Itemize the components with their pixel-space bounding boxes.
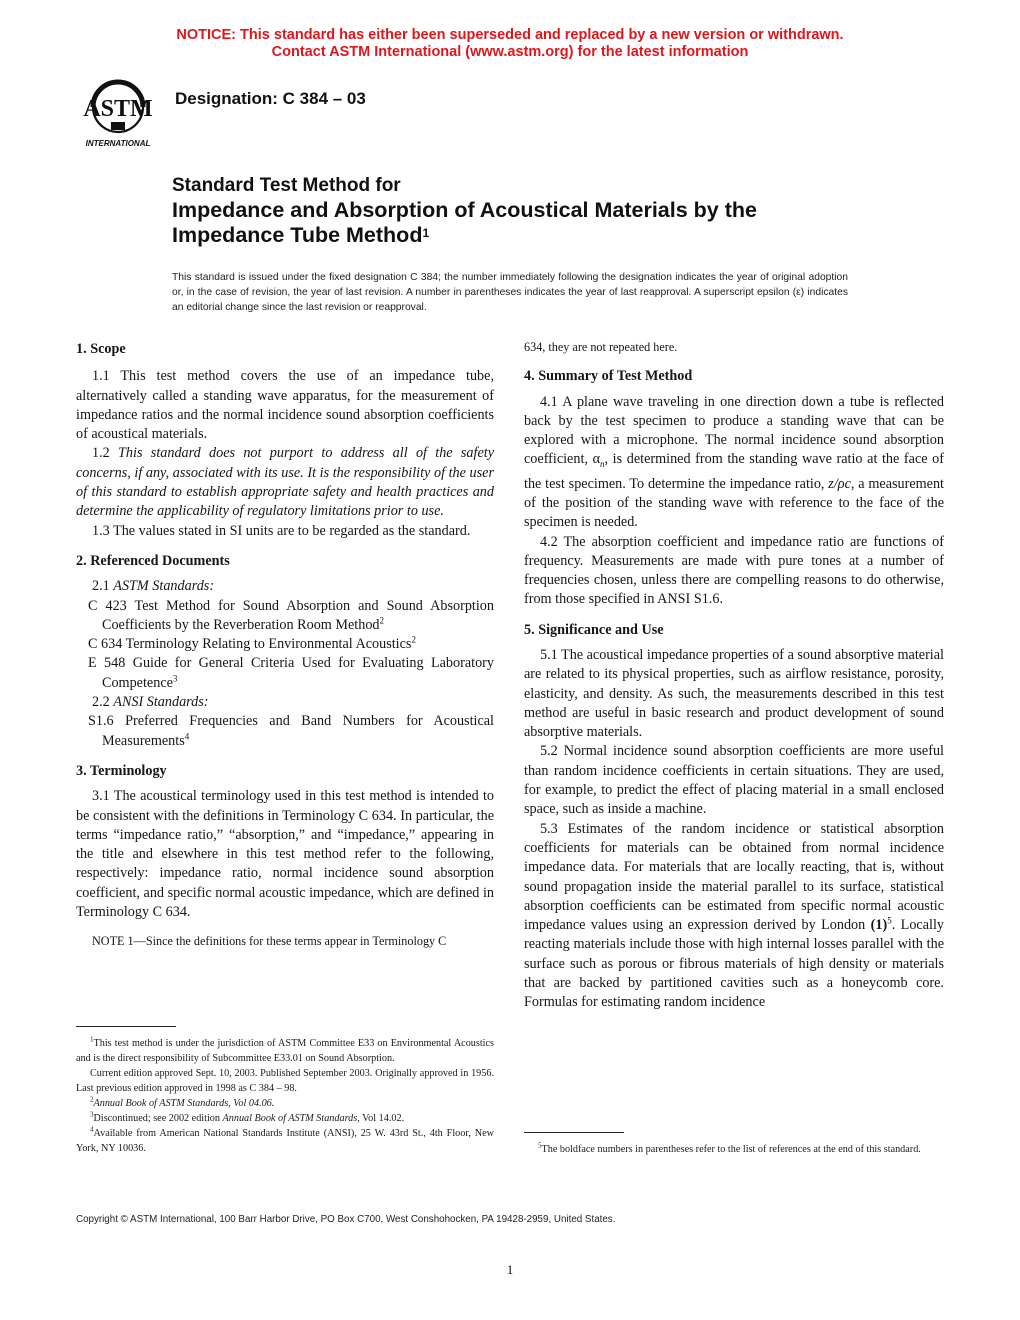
page-number: 1 <box>506 1262 514 1277</box>
ref-c423-text: C 423 Test Method for Sound Absorption and Sound Absorption Coefficients by the Reverberation Room Method <box>88 597 494 633</box>
ref-s16-text: S1.6 Preferred Frequencies and Band Numbers for Acoustical Measurements <box>88 713 494 749</box>
footnote-1b: Current edition approved Sept. 10, 2003. Published September 2003. Originally approved in 1956. Last previous edition approved in 1998 as C 384 – 98. <box>76 1068 494 1094</box>
para-3-cont: 634, they are not repeated here. <box>524 340 678 354</box>
note-1: NOTE 1—Since the definitions for these terms appear in Terminology C <box>92 934 447 949</box>
para-2-2-label: ANSI Standards: <box>113 694 209 711</box>
alpha-sub: n <box>600 459 605 470</box>
ref-s16 <box>76 712 494 751</box>
section-3-heading: 3. Terminology <box>76 762 167 779</box>
title-line-3 <box>172 223 872 248</box>
astm-logo <box>78 74 162 150</box>
para-5-2: 5.2 Normal incidence sound absorption coefficients are more useful than random incidence coefficients in certain situations. They are used, for example, to predict the effect of placing material in a small enclosed space, such as inside a machine. <box>524 743 944 818</box>
reference-1-sup: 5 <box>887 915 892 926</box>
footnote-3-c: , Vol 14.02. <box>357 1113 405 1124</box>
footnote-2 <box>76 1096 494 1111</box>
svg-text:INTERNATIONAL: INTERNATIONAL <box>85 139 151 148</box>
right-column <box>524 338 944 1013</box>
para-5-3-a: 5.3 Estimates of the random incidence or statistical absorption coefficients for materials can be obtained from normal incidence impedance data. For materials that are locally reacting, that is, without sound propagation inside the material parallel to its surface, statistical absorption coefficients can be estimated from specific normal acoustic impedance values using an expression derived by London <box>524 820 944 934</box>
copyright: Copyright © ASTM International, 100 Barr Harbor Drive, PO Box C700, West Conshohocken, PA 19428-2959, United States. <box>76 1214 616 1225</box>
footnote-2-text: Annual Book of ASTM Standards, Vol 04.06. <box>93 1098 275 1109</box>
para-4-1-a: 4.1 A plane wave traveling in one direction down a tube is reflected back by the test specimen to produce a standing wave that can be explored with a microphone. The normal incidence sound absorption coefficient, <box>524 393 944 468</box>
reference-1: (1) <box>870 917 888 934</box>
impedance-ratio-symbol: z/ρc <box>828 475 851 492</box>
footnote-3 <box>76 1111 494 1126</box>
para-5-1: 5.1 The acoustical impedance properties of a sound absorptive material are related to its physical properties, such as airflow resistance, porosity, elasticity, and density. As such, the measurements described in this test method are useful in basic research and product development of sound absorptive materials. <box>524 646 944 741</box>
footnote-4-sup: 4 <box>90 1125 94 1134</box>
title-footnote-ref: 1 <box>422 226 430 240</box>
ref-c423 <box>76 597 494 636</box>
para-4-1-b: , is determined from the standing wave ratio at the face of the test specimen. To determine the impedance ratio, <box>524 451 944 492</box>
para-2-2 <box>76 693 494 712</box>
footnote-1 <box>76 1036 494 1066</box>
footnote-3-a: Discontinued; see 2002 edition <box>93 1113 223 1124</box>
notice-line-2: Contact ASTM International (www.astm.org) for the latest information <box>271 44 749 60</box>
para-2-1-num: 2.1 <box>92 578 110 595</box>
section-4-heading: 4. Summary of Test Method <box>524 368 693 385</box>
footnote-1-sup: 1 <box>90 1035 94 1044</box>
footnotes-right <box>524 1142 944 1157</box>
footnote-5 <box>524 1142 944 1157</box>
footnote-3-b: Annual Book of ASTM Standards <box>222 1113 358 1124</box>
ref-c423-sup: 2 <box>379 615 385 626</box>
footnote-rule-left <box>76 1026 176 1027</box>
title-line-2: Impedance and Absorption of Acoustical Materials by the <box>172 198 757 222</box>
standard-issuance-note: This standard is issued under the fixed designation C 384; the number immediately following the designation indicates the year of original adoption or, in the case of revision, the year of last revision. A number in parentheses indicates the year of last reapproval. A superscript epsilon (ε) indicates an editorial change since the last revision or reapproval. <box>172 272 848 313</box>
left-column <box>76 340 494 950</box>
section-1-heading: 1. Scope <box>76 341 126 357</box>
footnote-4 <box>76 1126 494 1156</box>
ref-e548-sup: 3 <box>172 673 178 684</box>
para-2-1 <box>76 577 494 596</box>
para-1-2-text: This standard does not purport to address all of the safety concerns, if any, associated with its use. It is the responsibility of the user of this standard to establish appropriate safety and health practices and determine the applicability of regulatory limitations prior to use. <box>76 445 494 520</box>
para-4-2: 4.2 The absorption coefficient and impedance ratio are functions of frequency. Measurements are made with pure tones at a number of frequencies chosen, unless there are compelling reasons to do otherwise, from those specified in ANSI S1.6. <box>524 533 944 608</box>
para-1-3: 1.3 The values stated in SI units are to be regarded as the standard. <box>92 522 471 539</box>
ref-c634-sup: 2 <box>411 634 416 645</box>
para-1-1: 1.1 This test method covers the use of an impedance tube, alternatively called a standing wave apparatus, for the measurement of impedance ratios and the normal incidence sound absorption coefficients of acoustical materials. <box>76 368 494 443</box>
para-2-1-label: ASTM Standards: <box>113 578 215 595</box>
title-main <box>172 198 872 248</box>
para-5-3 <box>524 820 944 1013</box>
para-2-2-num: 2.2 <box>92 694 110 711</box>
footnote-2-sup: 2 <box>90 1095 94 1104</box>
para-4-1 <box>524 393 944 533</box>
footnote-5-text: The boldface numbers in parentheses refer to the list of references at the end of this standard. <box>541 1144 921 1155</box>
ref-c634-text: C 634 Terminology Relating to Environmental Acoustics <box>88 636 412 653</box>
para-1-2 <box>76 444 494 521</box>
footnote-5-sup: 5 <box>538 1141 542 1150</box>
footnote-4-text: Available from American National Standards Institute (ANSI), 25 W. 43rd St., 4th Floor, New York, NY 10036. <box>76 1128 494 1154</box>
notice-line-1: NOTICE: This standard has either been superseded and replaced by a new version or withdrawn. <box>176 27 844 43</box>
ref-c634 <box>76 635 494 654</box>
section-5-heading: 5. Significance and Use <box>524 621 664 638</box>
footnote-1-text: This test method is under the jurisdiction of ASTM Committee E33 on Environmental Acoustics and is the direct responsibility of Subcommittee E33.01 on Sound Absorption. <box>76 1038 494 1064</box>
footnote-rule-right <box>524 1132 624 1133</box>
ref-s16-sup: 4 <box>184 730 190 741</box>
footnotes-left <box>76 1036 494 1156</box>
ref-e548-text: E 548 Guide for General Criteria Used for Evaluating Laboratory Competence <box>88 655 494 691</box>
para-1-2-num: 1.2 <box>92 445 110 462</box>
para-3-1: 3.1 The acoustical terminology used in this test method is intended to be consistent with the definitions in Terminology C 634. In particular, the terms “impedance ratio,” “absorption,” and “impedance,” appearing in the title and elsewhere in this test method refer to the following, respectively: impedance ratio, normal incidence sound absorption coefficient, and specific normal acoustic impedance, which are defined in Terminology C 634. <box>76 788 494 921</box>
ref-e548 <box>76 654 494 693</box>
section-2-heading: 2. Referenced Documents <box>76 552 230 569</box>
para-5-3-b: . Locally reacting materials include those with high internal losses parallel with the surface such as porous or fibrous materials of high density or materials that are backed by partitioned cavities such as a honeycomb core. Formulas for estimating random incidence <box>524 917 944 1011</box>
footnote-3-sup: 3 <box>90 1110 94 1119</box>
alpha-symbol: α <box>592 451 600 468</box>
title-line-1: Standard Test Method for <box>172 175 401 196</box>
svg-text:ASTM: ASTM <box>83 96 153 122</box>
para-4-1-c: , a measurement of the position of the standing wave with reference to the face of the specimen is needed. <box>524 475 944 531</box>
designation: Designation: C 384 – 03 <box>175 89 366 108</box>
title-line-3-text: Impedance Tube Method <box>172 223 423 247</box>
